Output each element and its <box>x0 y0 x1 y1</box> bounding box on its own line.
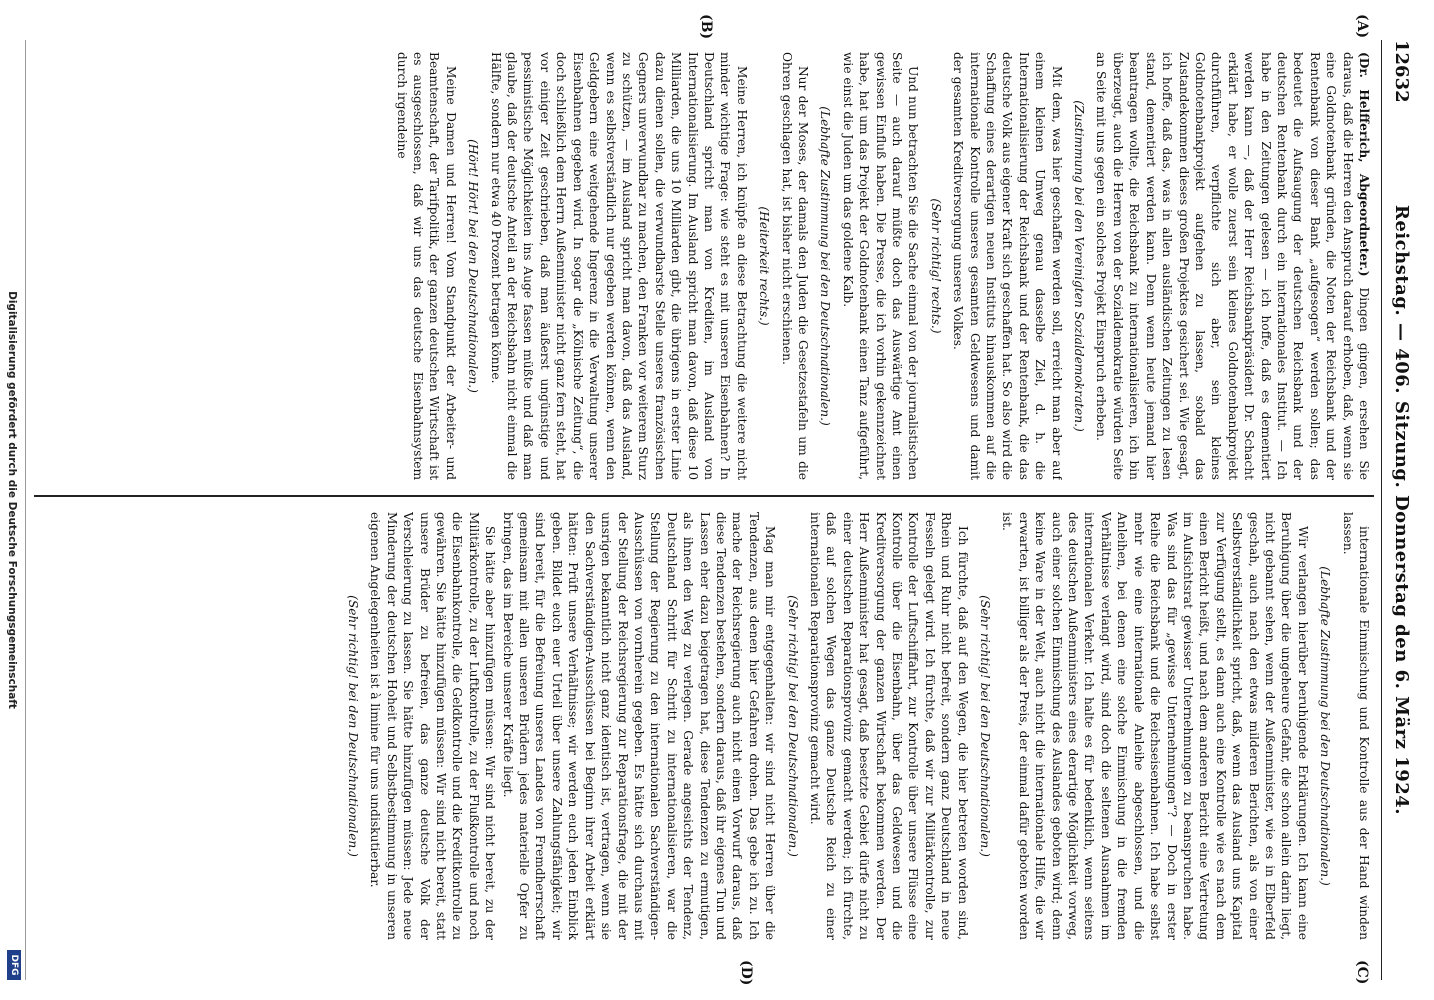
paragraph <box>1093 52 1372 480</box>
interjection <box>927 52 943 480</box>
interjection <box>465 52 481 480</box>
interjection <box>784 512 800 940</box>
left-text-column <box>52 52 1372 480</box>
paragraph-text: Ich fürchte, daß auf den Wegen, die hier betreten worden sind, Rhein und Ruhr nicht befreit, sondern ganz Deutschland in neue Fesseln gelegt wird. Ich fürchte, daß wir zur Militärkontrolle, zur Kontrolle der Luftschiffahrt, zur Kontrolle über unsere Flüsse eine Kontrolle über die Eisenbahn, über das Geldwesen und die Kreditversorgung der ganzen Wirtschaft bekommen werden. Der Herr Außenminister hat gesagt, daß besetzte Gebiet dürfe nicht zu einer deutschen Reparationsprovinz gemacht werden; ich fürchte, daß auf solchen Wegen das ganze Deutsche Reich zu einer internationalen Reparationsprovinz gemacht wird. <box>808 512 970 940</box>
paragraph-text: (Lebhafte Zustimmung bei den Deutschnationalen.) <box>1318 566 1333 886</box>
paragraph-text: (Heiterkeit rechts.) <box>757 206 772 326</box>
interjection <box>1317 512 1333 940</box>
speaker-label: (Dr. Helfferich, Abgeordneter.) <box>1357 52 1371 277</box>
paragraph-text: Nur der Moses, der damals den Juden die Gesetzestafeln um die Ohren geschlagen hat, ist bisher nicht erschienen. <box>779 52 810 480</box>
paragraph-text: Meine Damen und Herren! Vom Standpunkt der Arbeiter- und Beamtenschaft, der Tarifpolitik, der ganzen deutschen Wirtschaft ist es ausgeschlossen, daß wir uns das deutsche Eisenbahnsystem durch irgendeine <box>394 52 458 480</box>
column-divider <box>34 495 1374 497</box>
paragraph-text: (Sehr richtig! rechts.) <box>928 198 943 334</box>
paragraph-text: (Zustimmung bei den Vereinigten Sozialdemokraten.) <box>1072 100 1087 432</box>
paragraph-text: Wir verlangen hierüber beruhigende Erklärungen. Ich kann eine Beruhigung über die ungeheure Gefahr, die schon allein darin liegt, nicht gebannt sehen, wenn der Außenminister, wie es in Elberfeld geschah, auch nach den etwas milderen Berichten, als von einer Selbstverständlichkeit spricht, daß, wenn das Ausland uns Kapital zur Verfügung stellt, es dann auch eine Kontrolle wie es nach dem einen Bericht heißt, und nach dem anderen Bericht eine Vertretung im Aufsichtsrat gewisser Unternehmungen zu beanspruchen habe. Was sind das für „gewisse Unternehmungen“? — Doch in erster Reihe die Reichsbank und die Reichseisenbahnen. Ich habe selbst mehr wie eine internationale Anleihe abgeschlossen, und die Anleihen, bei denen eine solche Einmischung in die fremden Verhältnisse verlangt wird, sind doch die seltenen Ausnahmen im internationalen Verkehr. Ich halte es für bedenklich, wenn seitens des deutschen Außenministers eines derartige Möglichkeit vorweg, auch einer solchen Einmischung des Auslandes geboten wird; denn keine Ware in der Welt, auch nicht die internationale Hilfe, die wir erwarten, ist billiger als der Preis, der einmal dafür geboten worden ist. <box>1000 512 1310 940</box>
paragraph-text: Sie hätte aber hinzufügen müssen: Wir sind nicht bereit, zu der Militärkontrolle, zu der Luftkontrolle, zu der Flußkontrolle und noch die Eisenbahnkontrolle, die Geldkontrolle und die Kreditkontrolle zu gewähren. Sie hätte hinzufügen müssen: Wir sind nicht bereit, statt unsere Brüder zu befreien, das ganze deutsche Volk der Verschleierung zu lassen. Sie hätte hinzufügen müssen: Jede neue Minderung der deutschen Hoheit und Selbstbestimmung in unseren eigenen Angelegenheiten ist à limine für uns undiskutierbar. <box>368 512 498 940</box>
paragraph <box>839 52 921 480</box>
paragraph <box>778 52 811 480</box>
interjection <box>756 52 772 480</box>
right-text-column <box>52 512 1372 940</box>
interjection <box>817 52 833 480</box>
footer-rule <box>25 40 26 980</box>
dfg-logo: DFG <box>7 950 21 980</box>
paragraph <box>499 512 778 940</box>
funding-note: Digitalisierung gefördert durch die Deutsche Forschungsgemeinschaft <box>6 291 18 709</box>
paragraph-text: (Sehr richtig! bei den Deutschnationalen.) <box>785 595 800 857</box>
paragraph <box>367 512 498 940</box>
paragraph-text: Dingen gingen, ersehen Sie daraus, daß die Herren den Anspruch darauf erhoben, daß, wenn sie eine Goldnotenbank gründen, die Noten der Reichsbank und der Rentenbank von dieser Bank „aufgesogen“ werden sollen; das bedeutet die Aufsaugung der deutschen Reichsbank und der deutschen Rentenbank durch ein internationales Institut. — Ich habe in den Zeitungen gelesen — ich hoffe, daß es dementiert werden kann —, daß der Herr Reichsbankpräsident Dr. Schacht erklärt habe, er wolle zuerst sein kleines Goldnotenbankprojekt durchführen, verpflichte sich aber, sein kleines Goldnotenbankprojekt aufgehen zu lassen, sobald das Zustandekommen dieses großen Projektes gesichert sei. Wie gesagt, ich hoffe, daß das, was in allen ausländischen Zeitungen zu lesen stand, dementiert werden kann. Denn wenn heute jemand hier beantragen wollte, die Reichsbank zu internationalisieren, ich bin überzeugt, auch die Herren von der Sozialdemokratie würden Seite an Seite mit uns gegen ein solches Projekt Einspruch erheben. <box>1094 52 1371 480</box>
paragraph-text: Mag man mir entgegenhalten: wir sind nicht Herren über die Tendenzen, aus denen hier Gefahren drohen. Das gebe ich zu. Ich mache der Reichsregierung auch nicht einen Vorwurf daraus, daß diese Tendenzen bestehen, sondern daraus, daß ihr eigenes Tun und Lassen eher dazu beigetragen hat, diese Tendenzen zu ermutigen, als ihnen den Weg zu verlegen. Gerade angesichts der Tendenz, Deutschland Schritt für Schritt zu internationalisieren, war die Stellung der Regierung zu den internationalen Sachverständigen-Ausschüssen von vornherein gegeben. Es hätte sich durchaus mit der Stellung der Reichsregierung zur Reparationsfrage, die mit der unsrigen bekanntlich nicht ganz identisch ist, vertragen, wenn sie den Sachverständigen-Ausschüssen bei Beginn ihrer Arbeit erklärt hätten: Prüft unsere Verhältnisse; wir werden euch jeden Einblick geben. Bildet euch euer Urteil über unsere Zahlungsfähigkeit; wir sind bereit, für die Befreiung unseres Landes von Fremdherrschaft gemeinsam mit allen unseren Brüdern jedes materielle Opfer zu bringen, das im Bereiche unserer Kräfte liegt. <box>500 512 778 940</box>
paragraph-text: (Sehr richtig! bei den Deutschnationalen.) <box>978 595 993 857</box>
paragraph-text: Und nun betrachten Sie die Sache einmal von der journalistischen Seite — auch darauf müßte doch das Auswärtige Amt einen gewissen Einfluß haben. Die Presse, die ich vorhin gekennzeichnet habe, hat um das Projekt der Goldnotenbank einen Tanz aufgeführt, wie einst die Juden um das goldene Kalb. <box>840 52 921 480</box>
paragraph <box>487 52 750 480</box>
paragraph-text: Mit dem, was hier geschaffen werden soll, erreicht man aber auf einem kleinen Umweg genau dasselbe Ziel, d. h. die Internationalisierung der Reichsbank und der Rentenbank, die das deutsche Volk aus eigener Kraft sich geschaffen hat. So also wird die Schaffung eines derartigen neuen Instituts hinauskommen auf die internationale Kontrolle unseres gesamten Geldwesens und damit der gesamten Kreditversorgung unseres Volkes. <box>951 52 1064 480</box>
paragraph <box>393 52 459 480</box>
paragraph <box>807 512 971 940</box>
page-title: Reichstag. — 406. Sitzung. Donnerstag den 6. März 1924. <box>1391 204 1412 816</box>
margin-mark-a: (A) <box>1354 14 1370 39</box>
interjection <box>977 512 993 940</box>
margin-mark-c: (C) <box>1354 960 1370 985</box>
interjection <box>345 512 361 940</box>
margin-mark-d: (D) <box>738 960 754 986</box>
paragraph-text: (Sehr richtig! bei den Deutschnationalen.) <box>346 595 361 857</box>
interjection <box>1071 52 1087 480</box>
paragraph <box>999 512 1311 940</box>
paragraph <box>1339 512 1372 940</box>
paragraph <box>950 52 1065 480</box>
paragraph-text: (Lebhafte Zustimmung bei den Deutschnationalen.) <box>818 106 833 426</box>
margin-mark-b: (B) <box>698 14 714 40</box>
paragraph-text: internationale Einmischung und Kontrolle aus der Hand winden lassen. <box>1340 512 1371 940</box>
paragraph-text: Meine Herren, ich knüpfe an diese Betrachtung die weitere nicht minder wichtige Frage: wie steht es mit unseren Eisenbahnen? In Deutschland spricht man von Krediten, im Ausland von Internationalisierung. Im Ausland spricht man davon, daß diese 10 Milliarden, die uns 10 Milliarden gibt, die übrigens in erster Linie dazu dienen sollen, die verwundbarste Stelle unseres französischen Gegners unverwundbar zu machen, den Franken vor weiterem Sturz zu schützen, — im Ausland spricht man davon, daß das Ausland, wenn es selbstverständlich nur gegeben werden können, wenn den Geldgebern eine weitgehende Ingerenz in die Verwaltung unserer Eisenbahnen gegeben wird. In sogar die „Kölnische Zeitung“, die doch schließlich dem Herrn Außenminister nicht ganz fern steht, hat vor einiger Zeit geschrieben, daß man äußerst ungünstige und pessimistische Möglichkeiten ins Auge fassen müßte und daß man glaube, daß der deutsche Anteil an der Reichsbahn nicht einmal die Hälfte, sondern nur etwa 40 Prozent betragen könne. <box>488 52 749 480</box>
page-number: 12632 <box>1391 40 1412 103</box>
paragraph-text: (Hört! Hört! bei den Deutschnationalen.) <box>466 139 481 393</box>
page-header <box>1381 40 1416 980</box>
